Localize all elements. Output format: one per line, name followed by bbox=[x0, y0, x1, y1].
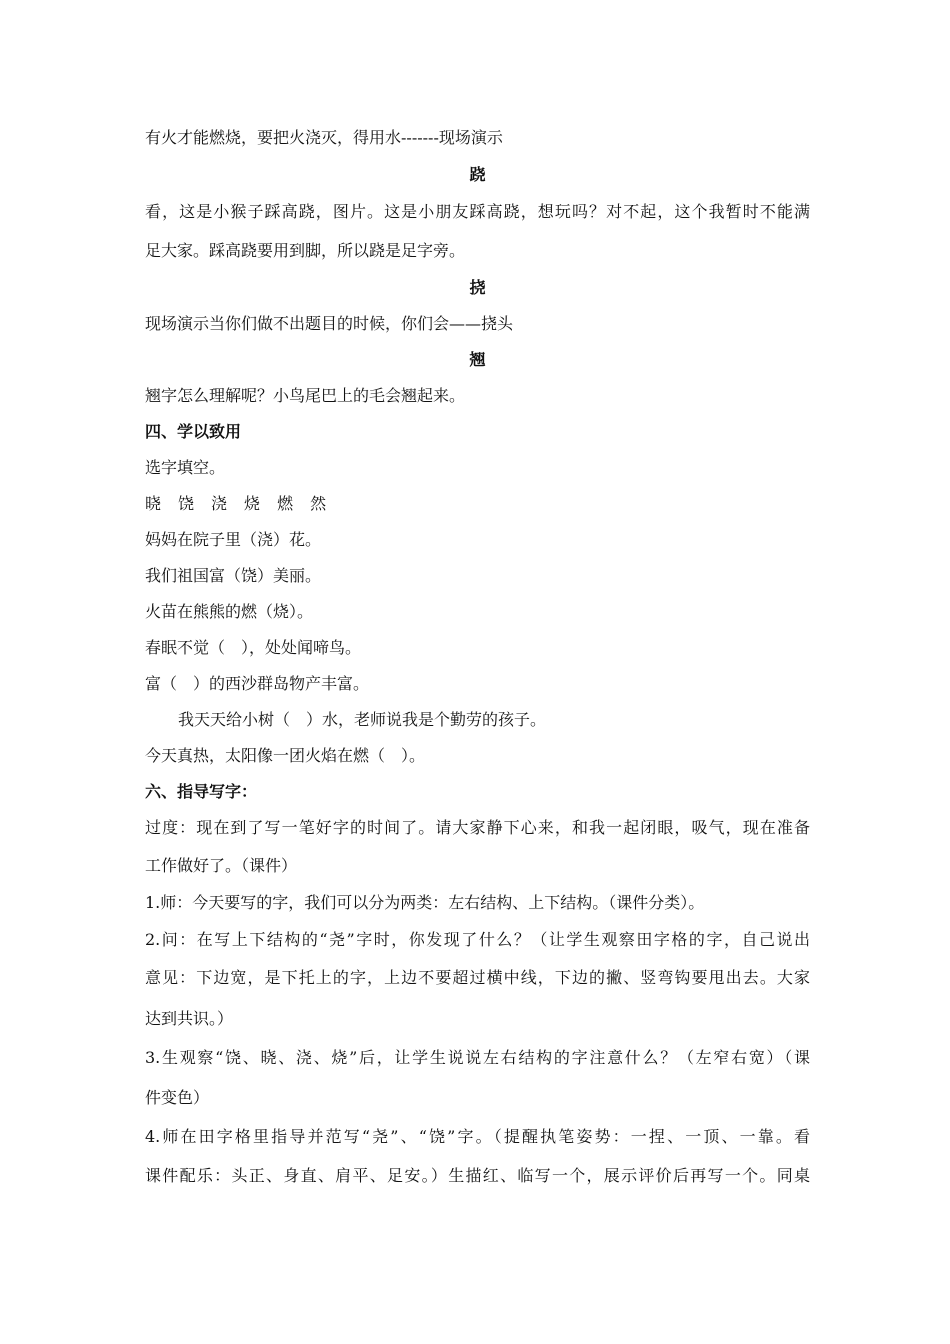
exercise-item: 火苗在熊熊的燃（烧）。 bbox=[145, 602, 314, 621]
section-title: 四、学以致用 bbox=[145, 422, 242, 441]
paragraph: 课件配乐：头正、身直、肩平、足安。）生描红、临写一个，展示评价后再写一个。同桌 bbox=[145, 1166, 810, 1185]
choice-char: 然 bbox=[310, 494, 327, 513]
paragraph: 看，这是小猴子踩高跷，图片。这是小朋友踩高跷，想玩吗？对不起，这个我暂时不能满 bbox=[145, 202, 810, 221]
paragraph: 翘字怎么理解呢？小鸟尾巴上的毛会翘起来。 bbox=[145, 386, 466, 405]
choice-char: 燃 bbox=[277, 494, 294, 513]
choice-characters bbox=[145, 494, 810, 514]
paragraph: 意见：下边宽，是下托上的字，上边不要超过横中线，下边的撇、竖弯钩要甩出去。大家 bbox=[145, 968, 810, 987]
section-heading: 跷 bbox=[469, 165, 486, 184]
section-heading: 挠 bbox=[469, 278, 486, 297]
paragraph: 件变色） bbox=[145, 1088, 210, 1107]
paragraph: 达到共识。） bbox=[145, 1009, 234, 1028]
exercise-item: 富（ ）的西沙群岛物产丰富。 bbox=[145, 674, 370, 693]
exercise-item: 我天天给小树（ ）水，老师说我是个勤劳的孩子。 bbox=[178, 710, 547, 729]
exercise-item: 今天真热，太阳像一团火焰在燃（ ）。 bbox=[145, 746, 426, 765]
exercise-item: 春眠不觉（ ），处处闻啼鸟。 bbox=[145, 638, 362, 657]
choice-char: 浇 bbox=[211, 494, 228, 513]
paragraph: 3.生观察“饶、晓、浇、烧”后，让学生说说左右结构的字注意什么？（左窄右宽）（课 bbox=[145, 1048, 810, 1067]
paragraph: 2.问：在写上下结构的“尧”字时，你发现了什么？（让学生观察田字格的字，自己说出 bbox=[145, 930, 810, 949]
choice-char: 晓 bbox=[145, 494, 162, 513]
exercise-item: 我们祖国富（饶）美丽。 bbox=[145, 566, 322, 585]
paragraph: 过度：现在到了写一笔好字的时间了。请大家静下心来，和我一起闭眼，吸气，现在准备 bbox=[145, 818, 810, 837]
paragraph: 现场演示当你们做不出题目的时候，你们会——挠头 bbox=[145, 314, 514, 333]
paragraph: 有火才能燃烧，要把火浇灭，得用水-------现场演示 bbox=[145, 128, 503, 147]
choice-char: 饶 bbox=[178, 494, 195, 513]
paragraph: 4.师在田字格里指导并范写“尧”、“饶”字。（提醒执笔姿势：一捏、一顶、一靠。看 bbox=[145, 1127, 810, 1146]
paragraph: 选字填空。 bbox=[145, 458, 226, 477]
exercise-item: 妈妈在院子里（浇）花。 bbox=[145, 530, 322, 549]
section-title: 六、指导写字： bbox=[145, 782, 258, 801]
paragraph: 1.师：今天要写的字，我们可以分为两类：左右结构、上下结构。（课件分类）。 bbox=[145, 893, 705, 912]
paragraph: 足大家。踩高跷要用到脚，所以跷是足字旁。 bbox=[145, 241, 466, 260]
choice-char: 烧 bbox=[244, 494, 261, 513]
paragraph: 工作做好了。（课件） bbox=[145, 856, 298, 875]
section-heading: 翘 bbox=[469, 350, 486, 369]
